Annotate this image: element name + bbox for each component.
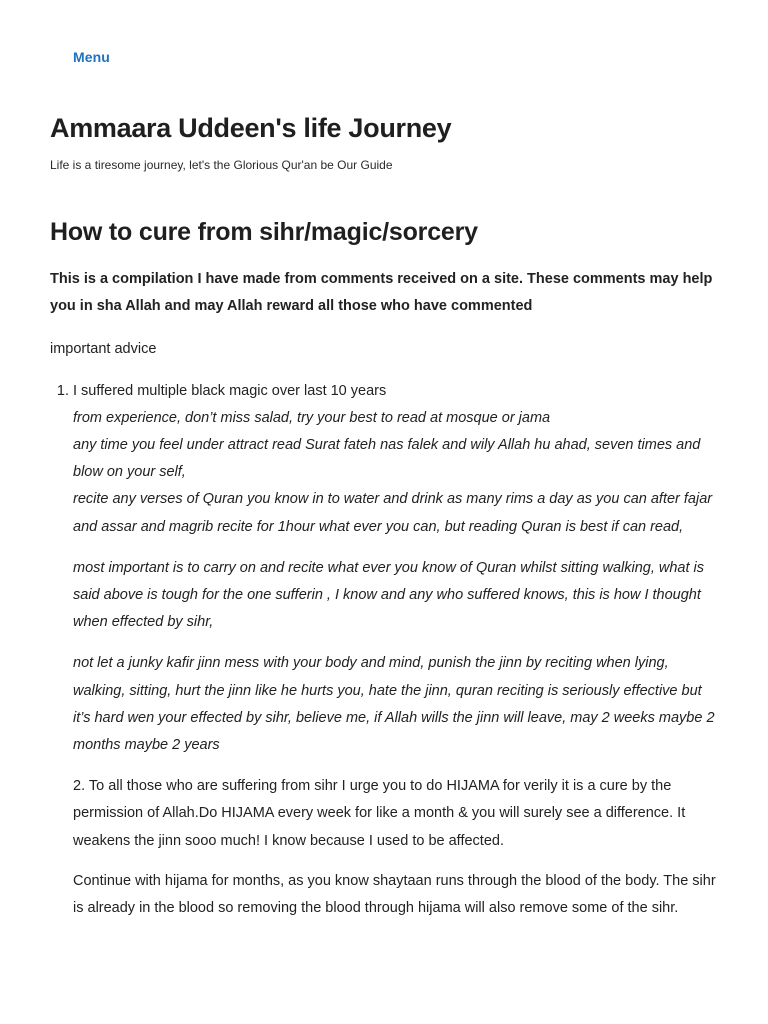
item1-paragraph-b: most important is to carry on and recite what ever you know of Quran whilst sitting walking, what is said above is tough for the one sufferin , I know and any who suffered knows, this is how I thought when effected by sihr, <box>73 559 705 631</box>
site-tagline: Life is a tiresome journey, let's the Glorious Qur'an be Our Guide <box>50 158 393 172</box>
advice-list <box>50 378 720 760</box>
list-item <box>73 378 720 760</box>
post-content <box>50 266 720 922</box>
post-intro: This is a compilation I have made from comments received on a site. These comments may help you in sha Allah and may Allah reward all those who have commented <box>50 271 713 315</box>
item1-paragraph-c: not let a junky kafir jinn mess with your body and mind, punish the jinn by reciting when lying, walking, sitting, hurt the jinn like he hurts you, hate the jinn, quran reciting is seriously effective but it’s hard wen your effected by sihr, believe me, if Allah wills the jinn will leave, may 2 weeks maybe 2 months maybe 2 years <box>73 655 715 754</box>
post-title: How to cure from sihr/magic/sorcery <box>50 218 478 246</box>
item1-line: 1. I suffered multiple black magic over last 10 years <box>73 382 387 399</box>
item2-paragraph-b: Continue with hijama for months, as you know shaytaan runs through the blood of the body. The sihr is already in the blood so removing the blood through hijama will also remove some of the sihr. <box>73 872 716 917</box>
site-title[interactable]: Ammaara Uddeen's life Journey <box>50 113 452 143</box>
advice-label: important advice <box>50 341 157 358</box>
item2-paragraph-a: 2. To all those who are suffering from sihr I urge you to do HIJAMA for verily it is a cure by the permission of Allah.Do HIJAMA every week for like a month & you will surely see a difference. It weakens the jinn sooo much! I know because I used to be affected. <box>73 778 686 849</box>
item1-paragraph-a: from experience, don’t miss salad, try your best to read at mosque or jama any time you feel under attract read Surat fateh nas falek and wily Allah hu ahad, seven times and blow on your self, recite any verses of Quran you know in to water and drink as many rims a day as you can after fajar and assar and magrib recite for 1hour what ever you can, but reading Quran is best if can read, <box>73 409 713 535</box>
menu-link[interactable]: Menu <box>73 49 110 65</box>
